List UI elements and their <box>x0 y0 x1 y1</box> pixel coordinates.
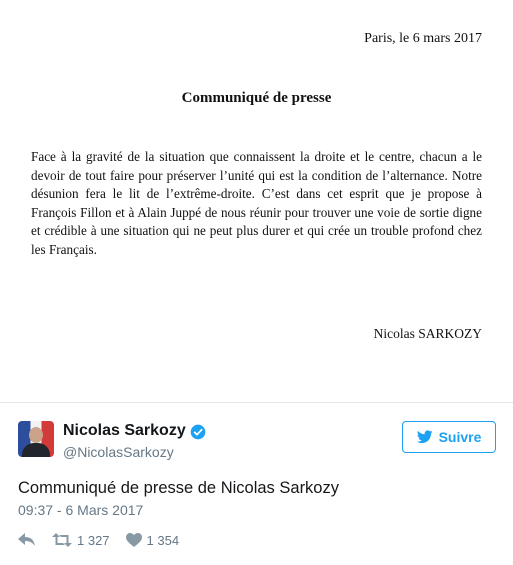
press-release-title: Communiqué de presse <box>181 90 332 106</box>
reply-icon <box>18 533 36 547</box>
reply-button[interactable] <box>18 533 36 547</box>
follow-button[interactable] <box>402 421 496 453</box>
like-count: 1 354 <box>146 532 180 548</box>
heart-icon <box>126 533 142 547</box>
tweet-text: Communiqué de presse de Nicolas Sarkozy <box>18 479 339 497</box>
like-button[interactable] <box>126 533 180 548</box>
avatar-head <box>29 427 43 443</box>
tweet-actions <box>18 530 179 550</box>
verified-badge-icon <box>190 424 206 440</box>
retweet-icon <box>52 533 72 547</box>
press-release-date: Paris, le 6 mars 2017 <box>364 31 482 46</box>
retweet-button[interactable] <box>52 533 110 548</box>
follow-label: Suivre <box>438 429 482 445</box>
tweet-card <box>0 403 513 565</box>
retweet-count: 1 327 <box>77 532 110 548</box>
avatar-suit <box>22 443 50 457</box>
press-release-signature: Nicolas SARKOZY <box>373 326 482 341</box>
author-handle[interactable]: @NicolasSarkozy <box>63 444 174 460</box>
press-release-body: Face à la gravité de la situation que connaissent la droite et le centre, chacun a le devoir de tout faire pour préserver l’unité qui est la condition de l’alternance. Notre désunion fera le lit de l’extrême-droite. C’est dans cet esprit que je propose à François Fillon et à Alain Juppé de nous réunir pour trouver une voie de sortie digne et crédible à une situation qui ne peut plus durer et qui crée un trouble profond chez les Français. <box>31 149 482 257</box>
twitter-bird-icon <box>417 430 433 444</box>
author-name[interactable]: Nicolas Sarkozy <box>63 422 186 439</box>
avatar[interactable] <box>18 421 54 457</box>
tweet-timestamp[interactable]: 09:37 - 6 Mars 2017 <box>18 502 144 518</box>
